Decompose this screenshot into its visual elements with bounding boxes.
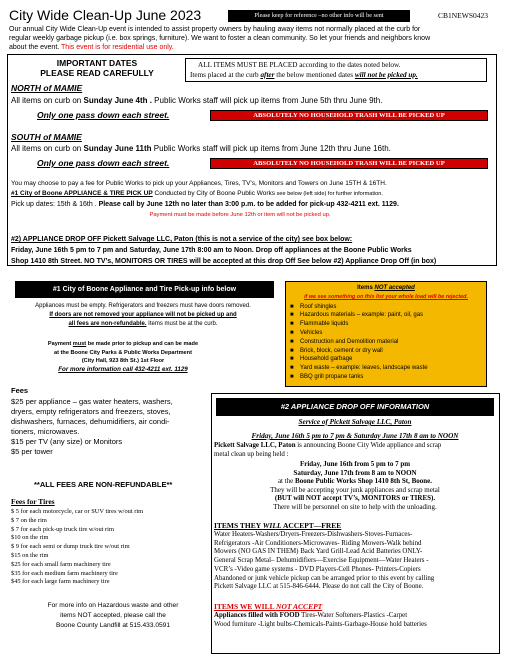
intro-line: regular weekly garbage pickup (i.e. box springs, furniture). We want to foster a clean community. So let your friends and neighbors know: [9, 35, 431, 42]
accept-line: VCR’s -Video game systems - DVD Players-Cell Phones- Printers-Copiers: [214, 565, 421, 573]
dropoff-detail-line: (BUT will NOT accept TV’s, MONITORS or TIRES).: [274, 494, 436, 503]
tire-fees-heading: Fees for Tires: [11, 497, 55, 506]
fee-item: $5 per tower: [11, 447, 53, 456]
not-accepted-box: [285, 281, 487, 387]
rule-line: all fees are non-refundable. Items must be at the curb.: [68, 321, 218, 327]
accept-line: Abandoned or junk vehicle pickup can be arranged prior to this event by calling: [214, 574, 435, 582]
accept-heading: ITEMS THEY WILL ACCEPT—FREE: [214, 521, 342, 530]
not-accept-line: Wood furniture -Light bulbs-Chemicals-Paints-Garbage-House hold batteries: [214, 620, 427, 628]
appliance-rules: [8, 302, 278, 329]
hazardous-line: Boone County Landfill at 515.433.0591: [55, 622, 171, 629]
accept-line: Refrigerators -Air Conditioners-Microwaves- Riding Mowers-Walk behind: [214, 539, 422, 547]
keep-note: Please keep for reference –no other info will be sent: [228, 10, 410, 22]
tire-fee-item: $10 on the rim: [11, 534, 49, 542]
payment-line: (City Hall, 923 8th St.) 1st Floor: [81, 358, 165, 364]
fee-item: tioners, microwaves.: [11, 427, 80, 436]
dropoff-bar: #2 APPLIANCE DROP OFF INFORMATION: [216, 398, 494, 416]
placement-note-line: Items placed at the curb after the below mentioned dates will not be picked up.: [190, 71, 418, 79]
south-pass-note: Only one pass down each street.: [37, 158, 170, 168]
not-accepted-item: ■ Hazardous materials – example: paint, oil, gas: [290, 311, 482, 320]
not-accept-heading: ITEMS WE WILL NOT ACCEPT: [214, 602, 323, 611]
not-accepted-list: [290, 303, 482, 382]
fee-item: dryers, empty refrigerators and freezers, stoves,: [11, 407, 171, 416]
rule-line: If doors are not removed your appliance will not be picked up and: [49, 312, 237, 318]
appliance-pickup-bar: #1 City of Boone Appliance and Tire Pick-up info below: [15, 281, 274, 298]
dropoff-intro-line: Pickett Salvage LLC, Paton is announcing Boone City Wide appliance and scrap: [214, 442, 442, 449]
not-accepted-item: ■ Vehicles: [290, 329, 482, 338]
south-no-trash-banner: ABSOLUTELY NO HOUSEHOLD TRASH WILL BE PICKED UP: [210, 158, 488, 169]
north-no-trash-banner: ABSOLUTELY NO HOUSEHOLD TRASH WILL BE PICKED UP: [210, 110, 488, 121]
pickup-dates-line: Pick up dates: 15th & 16th . Please call by June 12th no later than 3:00 p.m. to be added for pick-up 432-4211 ext. 1129.: [11, 201, 399, 208]
fees-list: [11, 397, 173, 457]
not-accepted-title: Items NOT accepted: [357, 285, 415, 291]
payment-line: Payment must be made prior to pickup and can be made: [47, 341, 199, 347]
tire-fee-item: $45 for each large farm machinery tire: [11, 578, 110, 586]
heading-line: IMPORTANT DATES: [56, 58, 138, 68]
accept-line: Mowers (NO GAS IN THEM) Back Yard Grill-Lead Acid Batteries ONLY-: [214, 548, 423, 556]
fees-heading: Fees: [11, 386, 29, 395]
payment-info: [8, 340, 238, 374]
payment-note: Payment must be made before June 12th or item will not be picked up.: [149, 212, 331, 218]
tire-fee-item: $ 7 on the rim: [11, 516, 47, 524]
north-schedule: All items on curb on Sunday June 4th . Public Works staff will pick up items from June 5th thru June 9th.: [11, 96, 383, 105]
option2-line: Shop 1410 8th Street. NO TV’s, MONITORS OR TIRES will be accepted at this drop Off See below #2) Appliance Drop Off (in box): [11, 258, 437, 265]
dropoff-detail-line: They will be accepting your junk appliances and scrap metal: [270, 485, 440, 494]
dropoff-details: [216, 460, 494, 512]
fee-item: dishwashers, furnaces, dehumidifiers, air condi-: [11, 417, 170, 426]
option2-line: #2) APPLIANCE DROP OFF Pickett Salvage LLC, Paton (this is not a service of the city) see box below:: [11, 236, 353, 243]
not-accepted-item: ■ Flammable liquids: [290, 320, 482, 329]
tire-fee-item: $35 for each medium farm machinery tire: [11, 569, 118, 577]
accept-line: Pickett Salvage LLC at 515-846-6444. Please do not call the City of Boone.: [214, 583, 424, 591]
south-heading: SOUTH of MAMIE: [11, 132, 82, 142]
payment-line: at the Boone City Parks & Public Works Department: [54, 349, 192, 356]
intro-text: [9, 25, 430, 52]
dropoff-detail-line: Friday, June 16th from 5 pm to 7 pm: [299, 460, 411, 468]
accept-line: General Scrap Metal– Dehumidifiers—Exercise Equipment—Water Heaters -: [214, 557, 429, 565]
option2-line: Friday, June 16th 5 pm to 7 pm and Saturday, June 17th 8:00 am to Noon. Drop off appliances at the Boone Public Works: [11, 247, 412, 254]
important-dates-heading: [16, 58, 178, 78]
heading-line: PLEASE READ CAREFULLY: [40, 68, 154, 78]
page-title: City Wide Clean-Up June 2023: [9, 7, 202, 23]
fee-item: $25 per appliance – gas water heaters, washers,: [11, 397, 173, 406]
not-accept-line: Appliances filled with FOOD Tires-Water Softeners-Plastics -Carpet: [214, 612, 408, 619]
tire-fee-item: $ 5 for each motorcycle, car or SUV tires w/out rim: [11, 508, 144, 515]
option1-line: #1 City of Boone APPLIANCE & TIRE PICK UP Conducted by City of Boone Public Works see below (left side) for further information.: [11, 190, 383, 197]
not-accepted-item: ■ Brick, block, cement or dry wall: [290, 347, 482, 356]
placement-note-line: ALL ITEMS MUST BE PLACED according to the dates noted below.: [198, 61, 401, 69]
north-heading: NORTH of MAMIE: [11, 83, 83, 93]
rule-line: Appliances must be empty. Refrigerators and freezers must have doors removed.: [35, 303, 251, 309]
intro-line: Our annual City Wide Clean-Up event is intended to assist property owners by hauling away items not normally placed at the curb for: [9, 26, 421, 33]
dropoff-subtitle: Service of Pickett Salvage LLC, Paton: [298, 418, 412, 426]
dropoff-dates: Friday, June 16th 5 pm to 7 pm & Saturday June 17th 8 am to NOON: [251, 432, 459, 440]
not-accepted-subtitle: if we see something on this list your whole load will be rejected.: [304, 293, 468, 300]
non-refundable-note: **ALL FEES ARE NON-REFUNDABLE**: [34, 480, 173, 489]
not-accept-list: [214, 612, 427, 629]
dropoff-intro: [214, 442, 441, 459]
not-accepted-item: ■ Roof shingles: [290, 303, 482, 312]
tire-fee-item: $ 9 for each semi or dump truck tire w/out rim: [11, 543, 130, 551]
fee-item: $15 per TV (any size) or Monitors: [11, 437, 123, 446]
accept-line: Water Heaters-Washers/Dryers-Freezers-Dishwashers-Stoves-Furnaces-: [214, 531, 413, 538]
doc-code: CB1NEWS0423: [438, 11, 489, 20]
dropoff-detail-line: There will be personnel on site to help with the unloading.: [273, 502, 437, 511]
dropoff-detail-line: at the Boone Public Works Shop 1410 8th St, Boone.: [277, 477, 433, 486]
south-schedule: All items on curb on Sunday June 11th Public Works staff will pick up items from June 12th thru June 16th.: [11, 144, 391, 153]
not-accepted-item: ■ Household garbage: [290, 355, 482, 364]
hazardous-info: [8, 601, 218, 631]
placement-note-box: [185, 58, 487, 82]
hazardous-line: items NOT accepted, please call the: [60, 612, 166, 619]
not-accepted-item: ■ Yard waste – example: leaves, landscape waste: [290, 364, 482, 373]
tire-fees-list: [11, 508, 143, 587]
residential-note: This event is for residential use only.: [61, 44, 174, 51]
payment-phone: For more information call 432-4211 ext. 1129: [58, 365, 188, 373]
intro-line: about the event. This event is for residential use only.: [9, 44, 174, 51]
tire-fee-item: $15 on the rim: [11, 551, 49, 559]
dropoff-detail-line: Saturday, June 17th from 8 am to NOON: [293, 468, 417, 477]
tire-fee-item: $25 for each small farm machinery tire: [11, 560, 111, 568]
accept-list: [214, 531, 434, 592]
tire-fee-item: $ 7 for each pick-up truck tire w/out rim: [11, 525, 114, 533]
hazardous-line: For more info on Hazardous waste and other: [47, 602, 179, 609]
not-accepted-item: ■ Construction and Demolition material: [290, 338, 482, 347]
option2-block: [11, 234, 436, 267]
not-accepted-item: ■ BBQ grill propane tanks: [290, 373, 482, 382]
north-pass-note: Only one pass down each street.: [37, 110, 170, 120]
dropoff-intro-line: metal clean up being held :: [214, 450, 289, 458]
fee-line: You may choose to pay a fee for Public Works to pick up your Appliances, Tires, TV’s, Monitors and Towers on June 15TH & 16TH.: [11, 180, 387, 187]
